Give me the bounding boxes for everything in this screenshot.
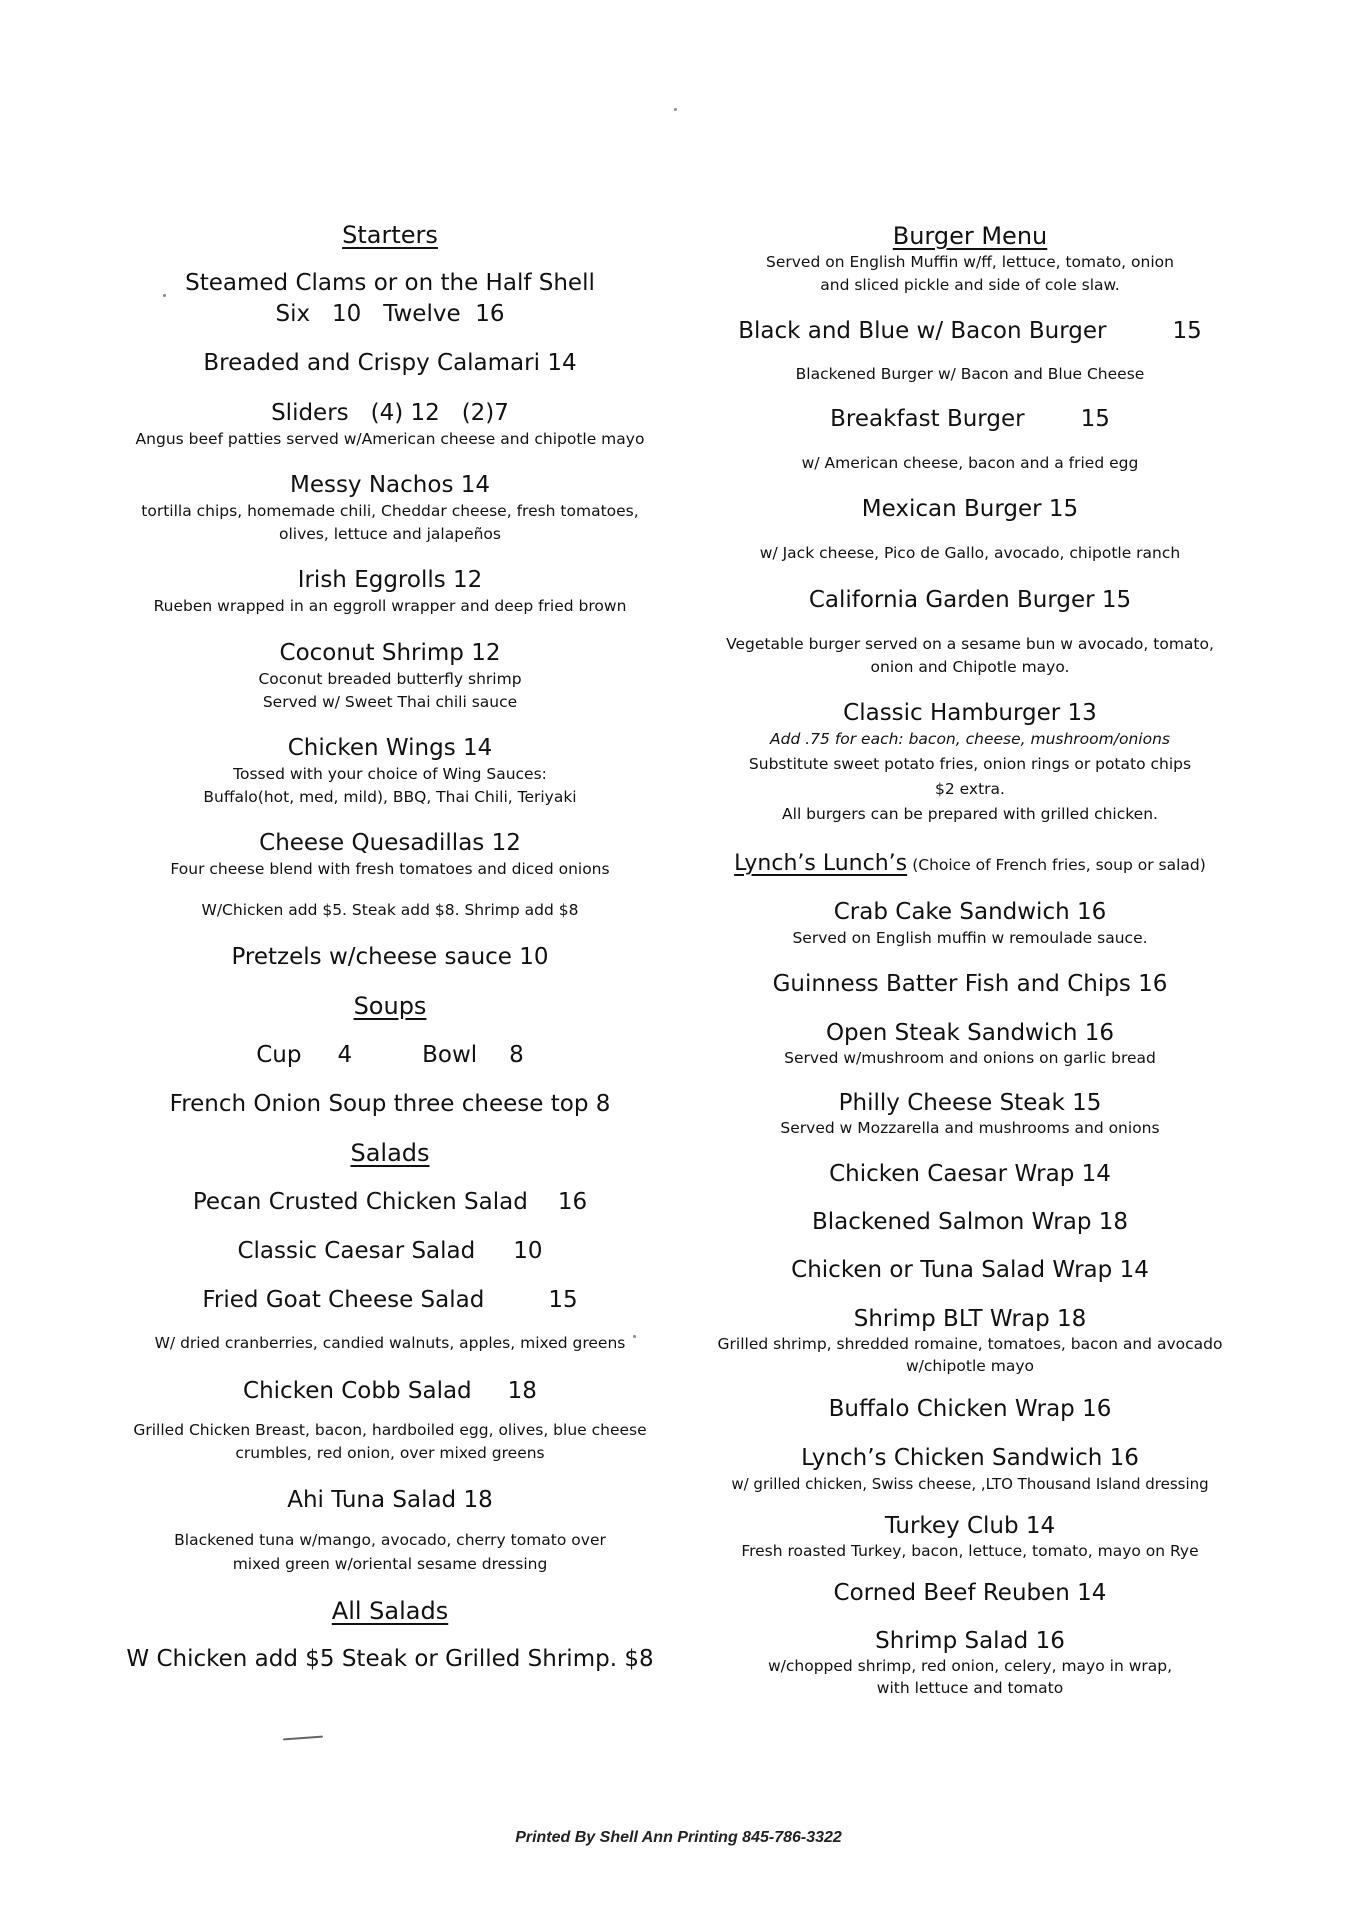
classic-grilled: All burgers can be prepared with grilled chicken. [782, 805, 1158, 823]
buffalo-chicken-wrap: Buffalo Chicken Wrap 16 [828, 1396, 1112, 1422]
turkey-club-title: Turkey Club 14 [884, 1513, 1056, 1539]
breakfast-burger [700, 406, 1240, 432]
classic-add: Add .75 for each: bacon, cheese, mushroom/onions [770, 730, 1170, 748]
lynch-chicken-desc: w/ grilled chicken, Swiss cheese, ,LTO Thousand Island dressing [731, 1475, 1209, 1493]
quesadillas-addons: W/Chicken add $5. Steak add $8. Shrimp add $8 [201, 901, 579, 919]
french-onion-item: French Onion Soup three cheese top 8 [169, 1091, 611, 1117]
classic-sub-2: $2 extra. [935, 780, 1005, 798]
breakfast-desc: w/ American cheese, bacon and a fried egg [801, 454, 1139, 472]
clams-prices [120, 301, 660, 327]
wings-title: Chicken Wings 14 [287, 735, 493, 761]
all-salads-heading: All Salads [331, 1597, 449, 1625]
burger-desc-1: Served on English Muffin w/ff, lettuce, tomato, onion [766, 253, 1174, 271]
shrimp-blt-desc-2: w/chipotle mayo [906, 1357, 1034, 1375]
salads-heading: Salads [350, 1139, 430, 1167]
mexican-title: Mexican Burger 15 [861, 496, 1079, 522]
lynch-chicken-title: Lynch’s Chicken Sandwich 16 [801, 1445, 1139, 1471]
caesar-salad [120, 1238, 660, 1264]
mexican-desc: w/ Jack cheese, Pico de Gallo, avocado, chipotle ranch [759, 544, 1181, 562]
goat-title: Fried Goat Cheese Salad [202, 1287, 485, 1313]
philly-title: Philly Cheese Steak 15 [838, 1090, 1102, 1116]
goat-desc: W/ dried cranberries, candied walnuts, apples, mixed greens [154, 1334, 626, 1352]
clams-six: Six [275, 301, 311, 327]
ahi-title: Ahi Tuna Salad 18 [287, 1487, 493, 1513]
shrimp-salad-desc-2: with lettuce and tomato [876, 1679, 1064, 1697]
open-steak-desc: Served w/mushroom and onions on garlic bread [784, 1049, 1156, 1067]
cobb-title: Chicken Cobb Salad [243, 1378, 472, 1404]
sliders-two: (2)7 [461, 400, 509, 426]
cobb-price: 18 [507, 1378, 537, 1404]
caesar-title: Classic Caesar Salad [237, 1238, 476, 1264]
eggrolls-desc: Rueben wrapped in an eggroll wrapper and deep fried brown [153, 597, 627, 615]
ahi-desc-1: Blackened tuna w/mango, avocado, cherry tomato over [174, 1531, 606, 1549]
bowl-label: Bowl [422, 1042, 478, 1068]
shrimp-blt-desc-1: Grilled shrimp, shredded romaine, tomatoes, bacon and avocado [717, 1335, 1223, 1353]
clams-title: Steamed Clams or on the Half Shell [185, 270, 595, 296]
scan-speck [633, 1335, 636, 1338]
quesadillas-title: Cheese Quesadillas 12 [259, 830, 521, 856]
pecan-salad [120, 1189, 660, 1215]
california-title: California Garden Burger 15 [808, 587, 1132, 613]
pretzels-item: Pretzels w/cheese sauce 10 [231, 944, 549, 970]
cobb-desc-2: crumbles, red onion, over mixed greens [235, 1444, 545, 1462]
breakfast-price: 15 [1080, 406, 1110, 432]
corned-beef-reuben: Corned Beef Reuben 14 [833, 1580, 1107, 1606]
cobb-salad [120, 1378, 660, 1404]
all-salads-text: W Chicken add $5 Steak or Grilled Shrimp. $8 [126, 1646, 654, 1672]
lunch-note: (Choice of French fries, soup or salad) [912, 856, 1206, 874]
nachos-desc-2: olives, lettuce and jalapeños [279, 525, 501, 543]
black-blue-title: Black and Blue w/ Bacon Burger [738, 318, 1107, 344]
scan-speck [674, 108, 677, 111]
nachos-title: Messy Nachos 14 [289, 472, 491, 498]
pecan-title: Pecan Crusted Chicken Salad [192, 1189, 528, 1215]
california-desc-1: Vegetable burger served on a sesame bun w avocado, tomato, [726, 635, 1214, 653]
coconut-shrimp-desc-2: Served w/ Sweet Thai chili sauce [262, 693, 518, 711]
bowl-price: 8 [509, 1042, 524, 1068]
lunch-heading: Lynch’s Lunch’s [734, 851, 908, 876]
goat-price: 15 [548, 1287, 578, 1313]
sliders-desc: Angus beef patties served w/American cheese and chipotle mayo [135, 430, 645, 448]
cup-label: Cup [256, 1042, 302, 1068]
sliders-four: (4) 12 [370, 400, 440, 426]
chicken-caesar-wrap: Chicken Caesar Wrap 14 [829, 1161, 1111, 1187]
black-blue-burger [700, 318, 1240, 344]
clams-six-price: 10 [332, 301, 362, 327]
turkey-club-desc: Fresh roasted Turkey, bacon, lettuce, tomato, mayo on Rye [741, 1542, 1199, 1560]
cobb-desc-1: Grilled Chicken Breast, bacon, hardboiled egg, olives, blue cheese [133, 1421, 647, 1439]
caesar-price: 10 [513, 1238, 543, 1264]
clams-twelve-price: 16 [475, 301, 505, 327]
cup-bowl-row [120, 1042, 660, 1068]
california-desc-2: onion and Chipotle mayo. [870, 658, 1070, 676]
sliders-title [120, 400, 660, 426]
crab-cake-desc: Served on English muffin w remoulade sauce. [792, 929, 1148, 947]
crab-cake-title: Crab Cake Sandwich 16 [833, 899, 1107, 925]
eggrolls-title: Irish Eggrolls 12 [297, 567, 483, 593]
chicken-tuna-wrap: Chicken or Tuna Salad Wrap 14 [791, 1257, 1149, 1283]
shrimp-salad-desc-1: w/chopped shrimp, red onion, celery, mayo in wrap, [767, 1657, 1173, 1675]
open-steak-title: Open Steak Sandwich 16 [825, 1020, 1115, 1046]
black-blue-price: 15 [1172, 318, 1202, 344]
philly-desc: Served w Mozzarella and mushrooms and onions [780, 1119, 1160, 1137]
wings-desc-1: Tossed with your choice of Wing Sauces: [233, 765, 547, 783]
blackened-salmon-wrap: Blackened Salmon Wrap 18 [811, 1209, 1129, 1235]
cup-price: 4 [337, 1042, 353, 1068]
pen-mark [283, 1736, 323, 1741]
scan-speck [163, 294, 166, 297]
clams-twelve: Twelve [383, 301, 461, 327]
soups-heading: Soups [353, 992, 427, 1020]
starters-heading: Starters [342, 221, 438, 249]
guinness-fish-chips: Guinness Batter Fish and Chips 16 [772, 971, 1168, 997]
printer-credit: Printed By Shell Ann Printing 845-786-3322 [515, 1829, 842, 1846]
burger-menu-heading: Burger Menu [892, 222, 1048, 250]
burger-desc-2: and sliced pickle and side of cole slaw. [820, 276, 1120, 294]
ahi-desc-2: mixed green w/oriental sesame dressing [232, 1555, 548, 1573]
pecan-price: 16 [557, 1189, 588, 1215]
lunch-heading-row [700, 851, 1240, 876]
goat-cheese-salad [120, 1287, 660, 1313]
breakfast-title: Breakfast Burger [830, 406, 1025, 432]
sliders-label: Sliders [271, 400, 349, 426]
classic-hamburger-title: Classic Hamburger 13 [843, 700, 1097, 726]
shrimp-salad-title: Shrimp Salad 16 [875, 1628, 1065, 1654]
black-blue-desc: Blackened Burger w/ Bacon and Blue Cheese [795, 365, 1145, 383]
nachos-desc-1: tortilla chips, homemade chili, Cheddar cheese, fresh tomatoes, [141, 502, 639, 520]
coconut-shrimp-title: Coconut Shrimp 12 [279, 640, 501, 666]
wings-desc-2: Buffalo(hot, med, mild), BBQ, Thai Chili, Teriyaki [203, 788, 577, 806]
calamari-item: Breaded and Crispy Calamari 14 [203, 350, 577, 376]
shrimp-blt-title: Shrimp BLT Wrap 18 [853, 1306, 1087, 1332]
coconut-shrimp-desc-1: Coconut breaded butterfly shrimp [258, 670, 522, 688]
classic-sub-1: Substitute sweet potato fries, onion rings or potato chips [748, 755, 1192, 773]
quesadillas-desc: Four cheese blend with fresh tomatoes and diced onions [170, 860, 610, 878]
